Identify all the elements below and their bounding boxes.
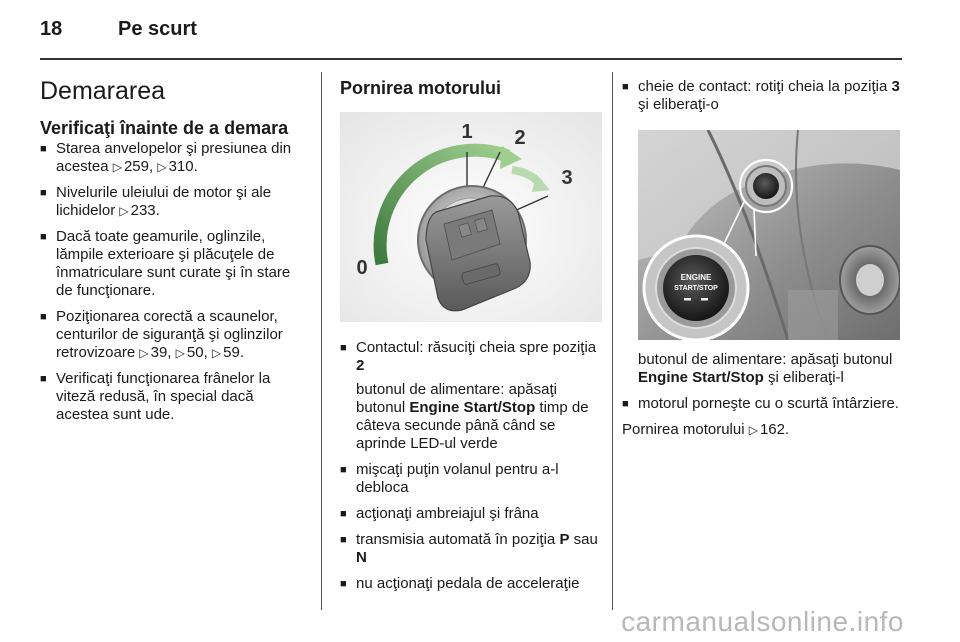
start-steps-list [340,339,608,593]
section-title: Demararea [40,77,166,105]
note-text: şi eliberaţi-l [763,369,844,386]
step-text: şi eliberaţi-o [638,96,719,113]
note-text: butonul de alimentare: apăsaţi butonul [638,351,893,368]
list-item [40,370,308,424]
item-end: . [193,158,198,175]
item-text: Nivelurile uleiului de motor şi ale lichidelor [56,184,272,219]
position-label-2: 2 [514,127,526,149]
page-number: 18 [40,18,63,40]
page-reference[interactable]: 59 [223,344,240,361]
page-reference[interactable]: 162 [759,421,785,438]
arrow-right-outline-icon: ▷ [157,160,167,174]
arrow-right-outline-icon: ▷ [139,346,149,360]
step-text: Contactul: răsuciţi cheia spre poziţia [356,339,597,356]
column-divider-1 [321,72,322,610]
item-end: . [239,344,244,361]
arrow-right-outline-icon: ▷ [748,423,758,437]
list-item [622,395,902,413]
column-3 [622,78,902,439]
start-stop-label: START/STOP [674,285,718,292]
item-text: Dacă toate geamurile, oglinzile, lămpile exterioare şi plăcuţele de înmatriculare sunt curate şi în stare de funcţionare. [56,228,291,299]
list-item [340,461,608,497]
list-item [40,184,308,220]
start-steps-list-continued [622,78,902,114]
page-reference[interactable]: 259 [123,158,149,175]
list-item [40,228,308,300]
reference-text: Pornirea motorului [622,421,749,438]
step-text: transmisia automată în poziţia [356,531,560,548]
power-button-note [356,381,608,453]
item-text: Starea anvelopelor şi presiunea din acestea [56,140,292,175]
engine-start-heading: Pornirea motorului [340,78,502,98]
position-label-1: 1 [461,121,473,143]
header-rule [40,58,902,60]
list-item: ■ Starea anvelopelor şi presiunea din acestea ▷ 259, ▷ 310. [40,140,308,176]
column-2 [340,78,608,601]
step-text: motorul porneşte cu o scurtă întârziere. [638,395,899,412]
list-item: ■ Poziţionarea corectă a scaunelor, centurilor de siguranţă şi oglinzilor retrovizoare ▷ 39, ▷ 50, ▷ 59. [40,308,308,362]
checklist [40,140,308,424]
arrow-right-outline-icon: ▷ [211,346,222,360]
position-label-0: 0 [356,257,368,279]
item-text: Poziţionarea corectă a scaunelor, centurilor de siguranţă şi oglinzilor retrovizoare [56,308,283,361]
list-item [340,339,608,453]
arrow-right-outline-icon: ▷ [119,204,129,218]
page-reference[interactable]: 39 [150,344,168,361]
arrow-right-outline-icon: ▷ [112,160,122,174]
position-value: 2 [356,357,365,374]
checklist-heading: Verificaţi înainte de a demara [40,118,289,138]
button-name: Engine Start/Stop [409,399,536,416]
step-text: acţionaţi ambreiajul şi frâna [356,505,539,522]
step-text: nu acţionaţi pedala de acceleraţie [356,575,580,592]
column-1 [40,72,308,432]
gear-value: N [356,549,367,566]
start-notes-list [622,351,902,413]
arrow-right-outline-icon: ▷ [175,346,185,360]
list-item [340,575,608,593]
list-item [340,505,608,523]
list-item [622,78,902,114]
list-item [622,351,902,387]
button-name: Engine Start/Stop [638,369,764,386]
item-text: Verificaţi funcţionarea frânelor la viteză redusă, în special dacă acestea sunt ude. [56,370,271,423]
column-divider-2 [612,72,613,610]
gear-value: P [559,531,570,548]
chapter-title: Pe scurt [118,18,197,40]
page-reference[interactable]: 310 [168,158,194,175]
ignition-positions-figure [340,112,602,322]
cross-reference-line [622,421,902,439]
engine-label: ENGINE [680,273,712,282]
page-reference[interactable]: 50 [186,344,204,361]
position-value: 3 [891,78,900,95]
position-label-3: 3 [561,167,573,189]
page-reference[interactable]: 233 [130,202,156,219]
note-text: timp de câteva secunde până când se aprinde LED-ul verde [356,399,589,452]
reference-text: . [785,421,790,438]
note-text: butonul de alimentare: apăsaţi butonul [356,381,557,416]
step-text: sau [569,531,598,548]
watermark: carmanualsonline.info [621,606,904,637]
step-text: cheie de contact: rotiţi cheia la poziţia [638,78,892,95]
item-end: . [155,202,160,219]
start-stop-button-figure [638,130,900,340]
list-item [340,531,608,567]
step-text: mişcaţi puţin volanul pentru a-l debloca [356,461,559,496]
